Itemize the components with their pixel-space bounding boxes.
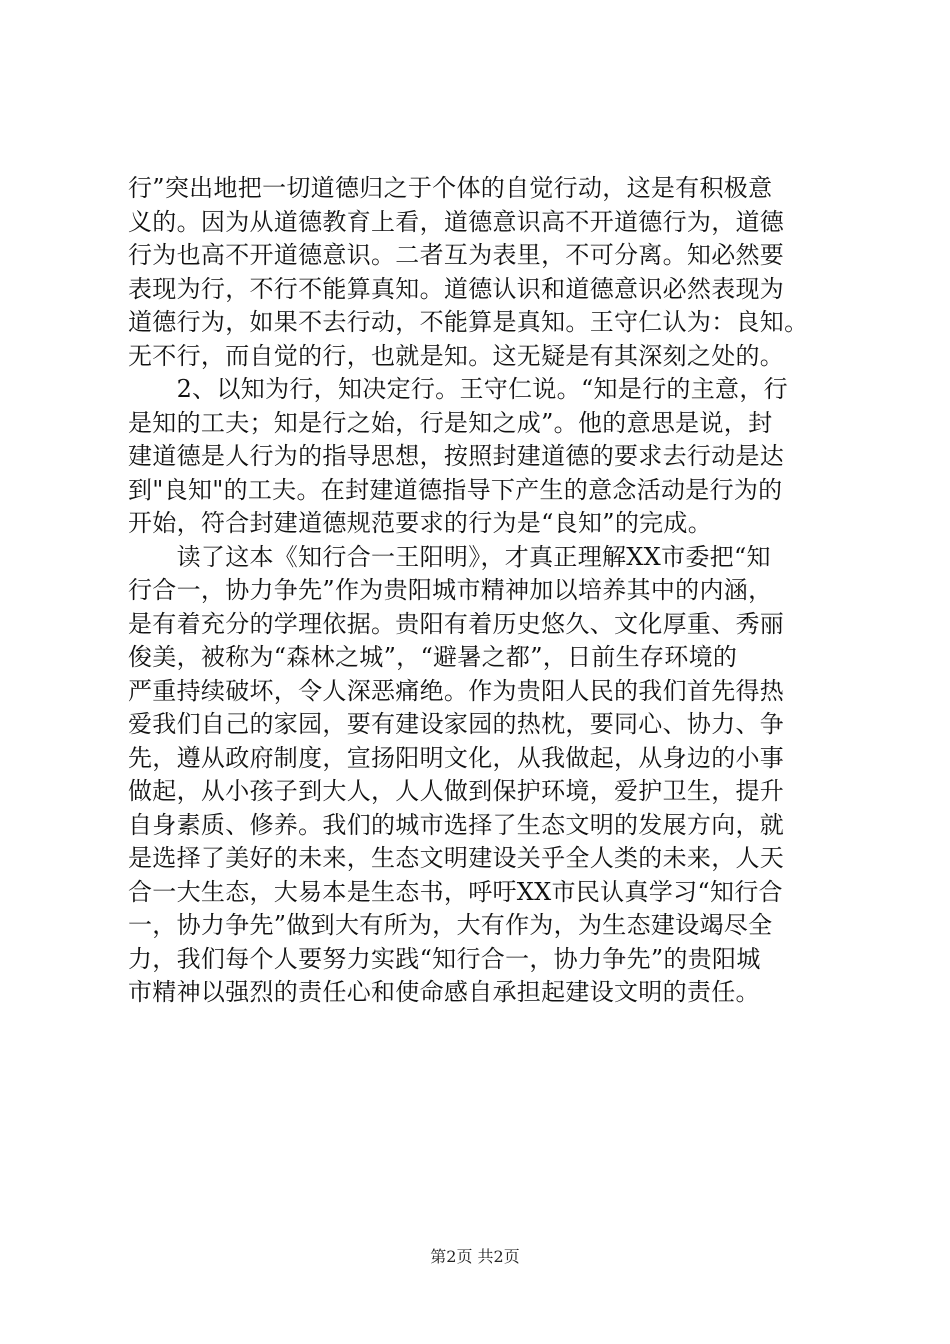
text-line: 道德行为，如果不去行动，不能算是真知。王守仁认为：良知。	[128, 308, 809, 336]
text-line: 先，遵从政府制度，宣扬阳明文化，从我做起，从身边的小事	[128, 743, 785, 772]
text-line: 爱我们自己的家园，要有建设家园的热枕，要同心、协力、争	[128, 710, 785, 738]
body-text	[128, 172, 868, 1010]
text-line: 到"良知"的工夫。在封建道德指导下产生的意念活动是行为的	[128, 475, 783, 504]
text-line: 俊美，被称为“森林之城”，“避暑之都”，日前生存环境的	[128, 643, 738, 671]
text-line: 行合一，协力争先”作为贵阳城市精神加以培养其中的内涵，	[128, 576, 773, 604]
text-line: 自身素质、修养。我们的城市选择了生态文明的发展方向，就	[128, 810, 785, 839]
text-line: 做起，从小孩子到大人，人人做到保护环境，爱护卫生，提升	[128, 777, 785, 805]
text-line: 行为也高不开道德意识。二者互为表里，不可分离。知必然要	[128, 241, 785, 269]
text-line: 合一大生态，大易本是生态书，呼吁XX市民认真学习“知行合	[128, 877, 783, 906]
text-line: 建道德是人行为的指导思想，按照封建道德的要求去行动是达	[128, 442, 785, 470]
text-line: 行”突出地把一切道德归之于个体的自觉行动，这是有积极意	[128, 174, 773, 202]
text-line: 表现为行，不行不能算真知。道德认识和道德意识必然表现为	[128, 274, 785, 303]
page-number-footer: 第2页 共2页	[430, 1247, 520, 1266]
text-line: 严重持续破坏，令人深恶痛绝。作为贵阳人民的我们首先得热	[128, 676, 785, 705]
text-line: 一，协力争先”做到大有所为，大有作为，为生态建设竭尽全	[128, 911, 773, 939]
text-line: 力，我们每个人要努力实践“知行合一，协力争先”的贵阳城	[128, 944, 761, 973]
text-line: 义的。因为从道德教育上看，道德意识高不开道德行为，道德	[128, 207, 785, 236]
text-line: 2、以知为行，知决定行。王守仁说。“知是行的主意，行	[128, 375, 788, 403]
text-line: 无不行，而自觉的行，也就是知。这无疑是有其深刻之处的。	[128, 341, 785, 370]
text-line: 市精神以强烈的责任心和使命感自承担起建设文明的责任。	[128, 978, 760, 1006]
text-line: 是选择了美好的未来，生态文明建设关乎全人类的未来，人天	[128, 844, 785, 872]
text-line: 开始，符合封建道德规范要求的行为是“良知”的完成。	[128, 509, 713, 537]
text-line: 读了这本《知行合一王阳明》，才真正理解XX市委把“知	[128, 542, 771, 571]
text-line: 是知的工夫；知是行之始，行是知之成”。他的意思是说，封	[128, 408, 773, 437]
text-line: 是有着充分的学理依据。贵阳有着历史悠久、文化厚重、秀丽	[128, 609, 785, 638]
